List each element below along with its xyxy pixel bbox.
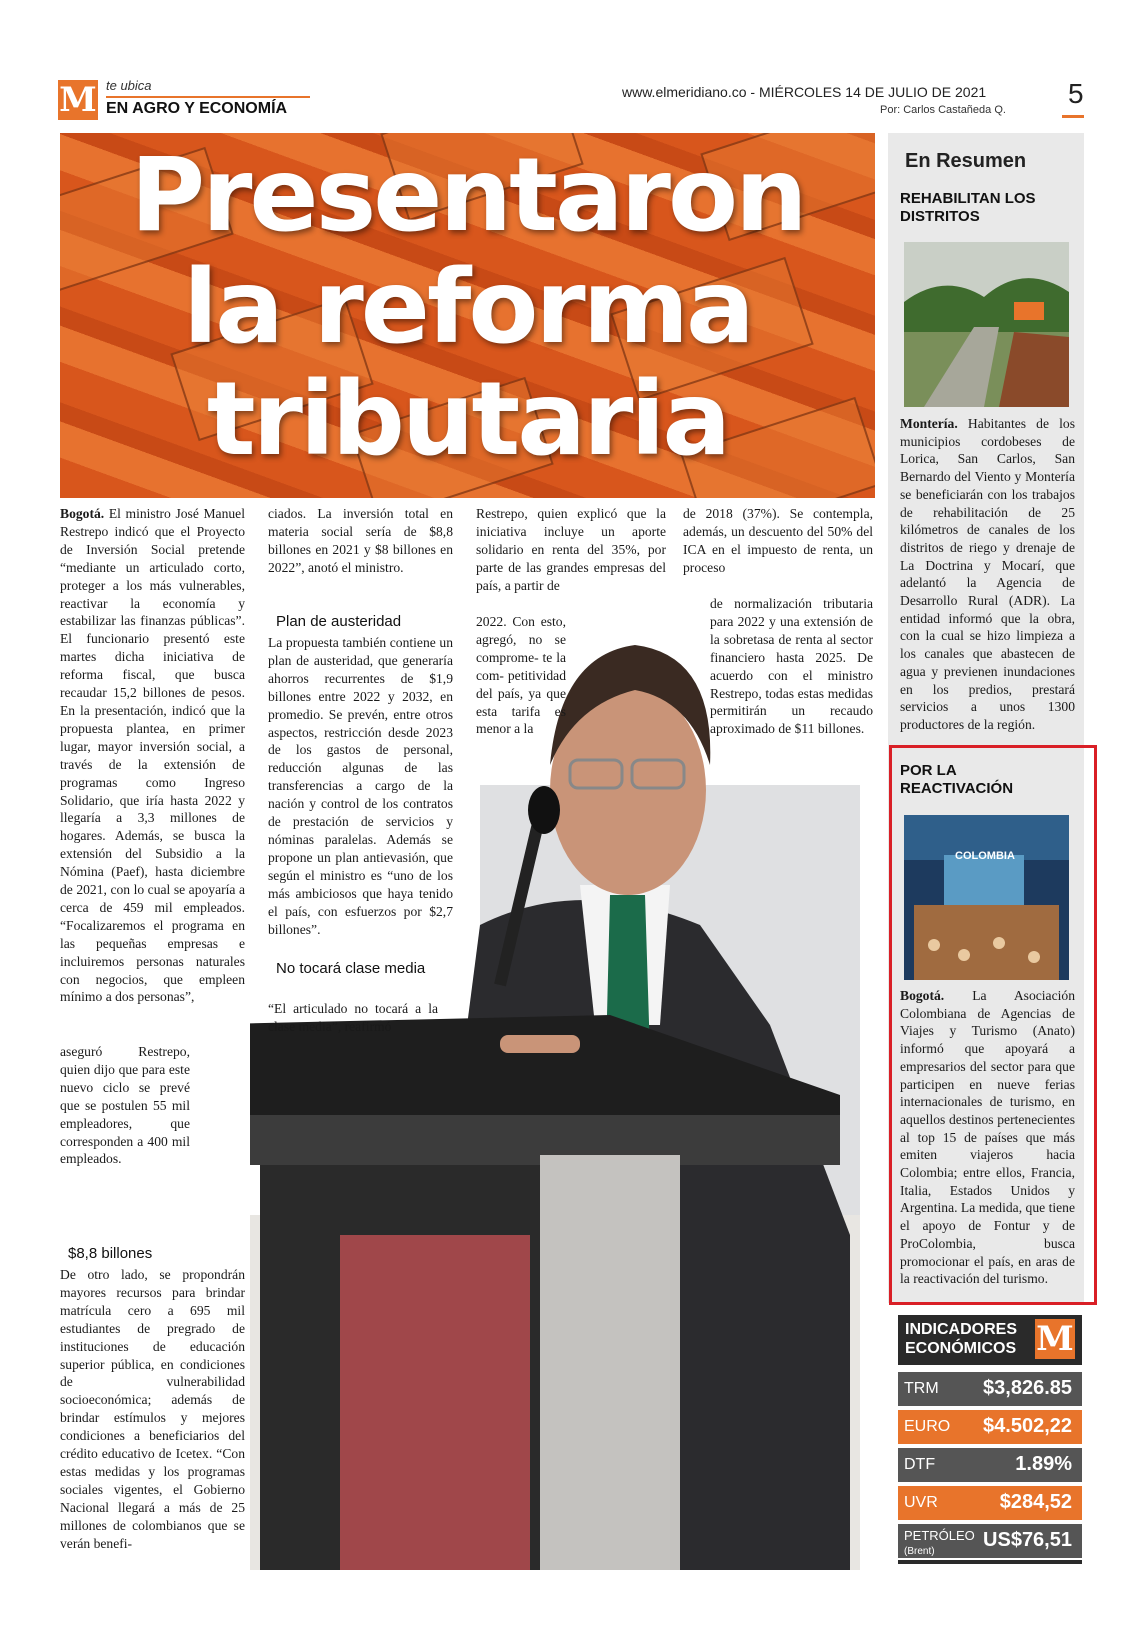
article-text: de 2018 (37%). Se contempla, además, un descuento del 50% del ICA en el impuesto de renta, un proceso <box>683 506 873 575</box>
page-number-rule <box>1062 115 1084 118</box>
indicators-logo: M <box>1036 1319 1074 1359</box>
brief-2-text <box>900 987 1075 1288</box>
indicator-value: US$76,51 <box>983 1529 1072 1551</box>
indicator-label: UVR <box>904 1494 938 1511</box>
indicator-row-uvr <box>898 1486 1082 1520</box>
headline <box>60 136 875 479</box>
section-title: EN AGRO Y ECONOMÍA <box>106 100 288 117</box>
indicator-value: 1.89% <box>1015 1453 1072 1475</box>
article-col2-b <box>268 634 453 944</box>
section-rule <box>106 96 310 98</box>
subhead-8-8-billones: $8,8 billones <box>68 1245 153 1262</box>
indicator-value: $3,826.85 <box>983 1377 1072 1399</box>
brief-1-lead: Montería. <box>900 416 958 431</box>
dateline: www.elmeridiano.co - MIÉRCOLES 14 DE JULIO DE 2021 <box>622 84 987 100</box>
brief-text: La Asociación Colombiana de Agencias de Viajes y Turismo (Anato) informó que apoyará a empresarios del sector para que participen en nueve ferias internacionales de turismo, en aquellos destinos pertenecientes al top 15 de países que más emiten viajeros hacia Colombia; entre ellos, Francia, Italia, Estados Unidos y Argentina. La medida, que tiene el apoyo de Fontur y de ProColombia, busca promocionar el país, en aras de la reactivación del turismo. <box>900 988 1075 1287</box>
brand-logo: M <box>59 80 97 120</box>
canal-works-photo <box>904 242 1069 407</box>
brief-1-text <box>900 415 1075 734</box>
byline: Por: Carlos Castañeda Q. <box>880 104 1006 116</box>
article-col2 <box>268 505 453 577</box>
indicator-row-petroleo <box>898 1524 1082 1558</box>
article-col1-wrap <box>60 1043 190 1223</box>
indicator-label: DTF <box>904 1456 936 1473</box>
indicator-label: PETRÓLEO <box>904 1528 975 1543</box>
indicator-row-euro <box>898 1410 1082 1444</box>
indicator-row-dtf <box>898 1448 1082 1482</box>
subhead-clase-media: No tocará clase media <box>276 960 426 977</box>
article-text: 2022. Con esto, agregó, no se comprome- te la com- petitividad del país, ya que esta tarifa es menor a la <box>476 614 566 737</box>
brief-1-heading: REHABILITAN LOS DISTRITOS <box>900 190 1036 225</box>
article-text: De otro lado, se propondrán mayores recursos para brindar matrícula cero a 695 mil estudiantes de pregrado de instituciones de educación superior pública, en condiciones de vulnerabilidad socioeconómica; además de brindar estímulos y mejores condiciones a beneficiarios del crédito educativo de Icetex. “Con estas medidas y los programas sociales vigentes, el Gobierno Nacional llegará a más de 25 millones de colombianos que se verán benefi- <box>60 1267 245 1551</box>
headline-line: la reforma <box>183 248 752 367</box>
article-text: “El articulado no tocará a la clase media”, reafirmó <box>268 1001 438 1034</box>
article-text: El ministro José Manuel Restrepo indicó que el Proyecto de Inversión Social pretende “mediante un articulado corto, proteger a los más vulnerables, reactivar la economía y estabilizar las finanzas públicas”. El funcionario presentó este martes dicha iniciativa de reforma fiscal, que busca recaudar 15,2 billones de pesos. En la presentación, indicó que la propuesta plantea, en primer lugar, mayor inversión social, a través de la extensión de programas como Ingreso Solidario, que iría hasta 2022 y llegaría a 3,3 millones de hogares. Además, se busca la extensión del Subsidio a la Nómina (Paef), hasta diciembre de 2021, con lo cual se apoyaría a cerca de 459 mil empleados. “Focalizaremos el programa en las pequeñas empresas e incluiremos personas naturales con negocios, que empleen mínimo a dos personas”, <box>60 506 245 1005</box>
tourism-fair-photo <box>904 815 1069 980</box>
indicator-sublabel: (Brent) <box>904 1546 935 1557</box>
article-col1 <box>60 505 245 1045</box>
section-kicker: te ubica <box>106 78 152 93</box>
article-text: aseguró Restrepo, quien dijo que para este nuevo ciclo se prevé que se postulen 55 mil empleadores, que corresponden a 400 mil empleados. <box>60 1044 190 1167</box>
indicators-title: INDICADORES ECONÓMICOS <box>905 1321 1018 1357</box>
subhead-plan-austeridad: Plan de austeridad <box>276 613 402 630</box>
article-text: Restrepo, quien explicó que la iniciativa incluye un aporte solidario en renta del 35%, por parte de las grandes empresas del país, a partir de <box>476 506 666 593</box>
article-col4 <box>683 505 873 595</box>
brief-2-lead: Bogotá. <box>900 988 945 1003</box>
article-text: ciados. La inversión total en materia social sería de $8,8 billones en 2021 y $8 billones en 2022”, anotó el ministro. <box>268 506 453 575</box>
indicator-label: EURO <box>904 1418 951 1435</box>
article-text: La propuesta también contiene un plan de austeridad, que generaría ahorros recurrentes de $1,9 billones entre 2022 y 2032, en promedio. Se prevén, entre otros aspectos, restricción desde 2023 de los gastos de personal, reducción algunas de las transferencias a cargo de la nación y control de los contratos de prestación de servicios y nóminas paralelas. Además se propone un plan antievasión, que según el ministro es “uno de los más ambiciosos que haya tenido el país, con esfuerzos por $2,7 billones”. <box>268 635 453 937</box>
indicator-row-trm <box>898 1372 1082 1406</box>
indicator-value: $284,52 <box>999 1491 1072 1513</box>
brief-text: Habitantes de los municipios cordobeses de Lorica, San Carlos, San Bernardo del Viento y Montería se beneficiarán con los trabajos de rehabilitación de 25 kilómetros de canales de los distritos de riego y drenaje de La Doctrina y Mocarí, que adelantó la Agencia de Desarrollo Rural (ADR). La entidad informó que la obra, con la cual se hizo limpieza a los canales que abastecen de agua y previenen inundaciones en los predios, prestará servicios a unos 1300 productores de la región. <box>900 416 1075 732</box>
indicators-footer-rule <box>898 1560 1082 1564</box>
article-col2-c <box>268 1000 438 1040</box>
headline-line: Presentaron <box>130 136 805 255</box>
article-col3 <box>476 505 666 613</box>
dateline-lead: Bogotá. <box>60 506 105 521</box>
article-col3-wrap <box>476 613 566 783</box>
article-col4-wrap <box>710 595 873 795</box>
indicator-label: TRM <box>904 1380 939 1397</box>
indicator-value: $4.502,22 <box>983 1415 1072 1437</box>
headline-line: tributaria <box>206 360 729 479</box>
sidebar-title: En Resumen <box>905 150 1027 172</box>
fair-booth-sign: COLOMBIA <box>955 850 1015 862</box>
article-col1-b <box>60 1266 245 1566</box>
brief-2-heading: POR LA REACTIVACIÓN <box>900 762 1014 797</box>
article-text: de normalización tributaria para 2022 y una extensión de la sobretasa de renta al sector financiero hasta 2025. De acuerdo con el ministro Restrepo, todas estas medidas permitirán un recaudo aproximado de $11 billones. <box>710 596 873 737</box>
page-number: 5 <box>1068 78 1084 109</box>
